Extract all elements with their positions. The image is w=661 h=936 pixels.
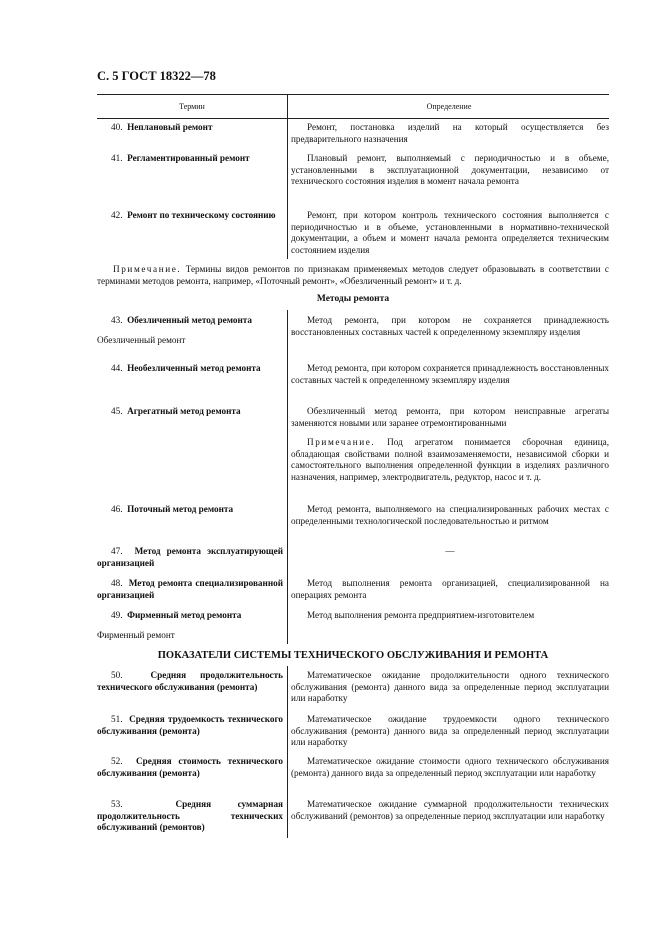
definition-49: Метод выполнения ремонта предприятием-изготовителем [307,610,535,620]
column-divider-3 [287,666,288,838]
term-52: 52. Средняя стоимость технического обслуживания (ремонта) [97,756,283,778]
term-45: 45. Агрегатный метод ремонта [111,406,241,416]
definition-43: Метод ремонта, при котором не сохраняется принадлежность восстановленных составных частей к определенному экземпляру изделия [291,315,609,337]
term-48: 48. Метод ремонта специализированной организацией [97,578,283,600]
term-53: 53. Средняя суммарная продолжительность технических обслуживаний (ремонтов) [97,799,284,832]
term-42: 42. Ремонт по техническому состоянию [111,210,276,220]
term-47: 47. Метод ремонта эксплуатирующей организацией [97,546,283,568]
term-49: 49. Фирменный метод ремонта Фирменный ремонт [97,610,242,640]
definition-47: — [445,546,455,556]
column-divider [287,94,288,259]
definition-42: Ремонт, при котором контроль технического состояния выполняется с периодичностью и в объеме, установленными в нормативно-технической документации, а объем и момент начала ремонта определяется техническим состоянием изделия [291,210,609,255]
definition-53: Математическое ожидание суммарной продолжительности технических обслуживаний (ремонтов) за определенные период эксплуатации или наработку [291,799,609,821]
column-definition-header: Определение [426,102,472,111]
term-50: 50. Средняя продолжительность технического обслуживания (ремонта) [97,670,283,692]
definition-48: Метод выполнения ремонта организацией, специализированной на операциях ремонта [291,578,609,600]
term-44: 44. Необезличенный метод ремонта [111,363,261,373]
definition-51: Математическое ожидание трудоемкости одного технического обслуживания (ремонта) данного вида за определенный период эксплуатации или наработку [291,714,609,748]
column-term-header: Термин [179,102,205,111]
definition-50: Математическое ожидание продолжительности одного технического обслуживания (ремонта) данного вида за определенные период эксплуатации или наработку [291,670,609,704]
table-header [97,94,609,119]
definition-45: Обезличенный метод ремонта, при котором неисправные агрегаты заменяются новыми или заранее отремонтированными [291,406,609,428]
definition-40: Ремонт, постановка изделий на который осуществляется без предварительного назначения [291,122,609,144]
definition-41: Плановый ремонт, выполняемый с периодичностью и в объеме, установленными в эксплуатационной документации, независимо от технического состояния изделия в момент начала ремонта [291,153,609,187]
page-header: С. 5 ГОСТ 18322—78 [97,69,216,83]
definition-52: Математическое ожидание стоимости одного технического обслуживания (ремонта) данного вида за определенный период эксплуатации или наработку [291,756,609,778]
term-41: 41. Регламентированный ремонт [111,153,250,163]
term-46: 46. Поточный метод ремонта [111,504,234,514]
note-1: Примечание. Термины видов ремонтов по признакам применяемых методов следует образовывать в соответствии с терминами методов ремонта, например, «Поточный ремонт», «Обезличенный ремонт» и т. д. [97,264,609,286]
section-repair-methods: Методы ремонта [316,294,390,304]
term-40: 40. Неплановый ремонт [111,122,213,132]
note-45: Примечание. Под агрегатом понимается сборочная единица, обладающая свойствами полной взаимозаменяемости, независимой сборки и самостоятельного выполнения определенной функции в изделиях различного назначения, например, электродвигатель, редуктор, насос и т. д. [291,437,609,482]
definition-46: Метод ремонта, выполняемого на специализированных рабочих местах с определенными технологической последовательностью и ритмом [291,504,609,526]
term-51: 51. Средняя трудоемкость технического обслуживания (ремонта) [97,714,284,736]
column-divider-2 [287,310,288,644]
definition-44: Метод ремонта, при котором сохраняется принадлежность восстановленных составных частей к определенному экземпляру изделия [291,363,609,385]
term-43: 43. Обезличенный метод ремонта Обезличенный ремонт [97,315,252,345]
section-indicators: ПОКАЗАТЕЛИ СИСТЕМЫ ТЕХНИЧЕСКОГО ОБСЛУЖИВАНИЯ И РЕМОНТА [157,650,549,661]
